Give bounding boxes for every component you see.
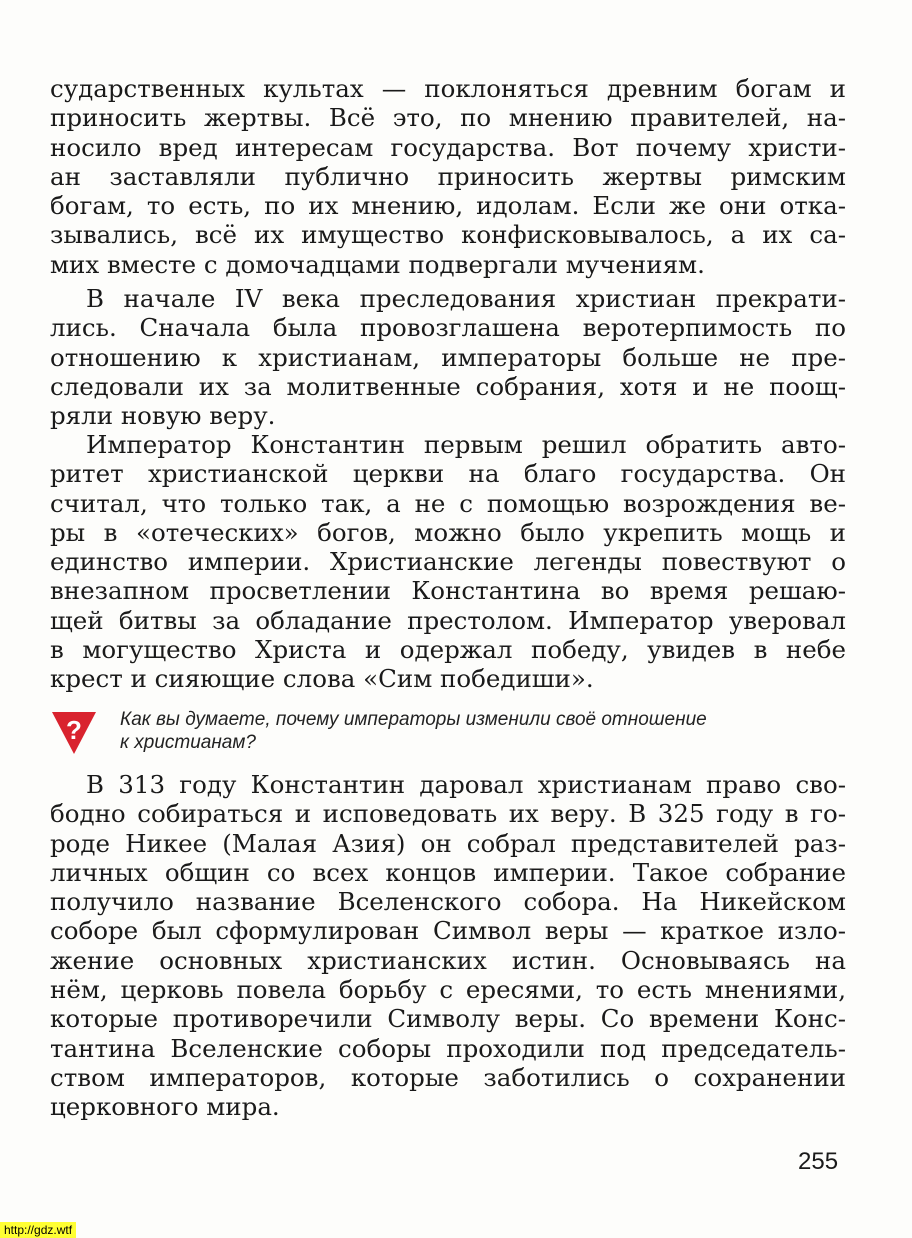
question-line: Как вы думаете, почему императоры изменили своё отношение xyxy=(120,709,707,730)
text-line: мих вместе с домочадцами подвергали мучениям. xyxy=(50,249,705,279)
text-line: ритет христианской церкви на благо государства. Он xyxy=(50,459,846,489)
text-line: бодно собираться и исповедовать их веру. В 325 году в го- xyxy=(50,799,846,829)
question-mark-icon xyxy=(50,710,98,756)
text-line: внезапном просветлении Константина во время решаю- xyxy=(50,576,846,606)
question-line: к христианам? xyxy=(120,732,256,753)
text-line: роде Никее (Малая Азия) он собрал представителей раз- xyxy=(50,828,846,858)
text-line: нём, церковь повела борьбу с ересями, то есть мнениями, xyxy=(50,975,846,1005)
text-line: ан заставляли публично приносить жертвы римским xyxy=(50,161,846,191)
text-line: ряли новую веру. xyxy=(50,401,276,431)
text-line: следовали их за молитвенные собрания, хотя и не поощ- xyxy=(50,371,846,401)
text-line: ством императоров, которые заботились о сохранении xyxy=(50,1062,846,1092)
text-line: лись. Сначала была провозглашена веротерпимость по xyxy=(50,313,846,343)
text-line: единство империи. Христианские легенды повествуют о xyxy=(50,547,846,577)
text-line: которые противоречили Символу веры. Со времени Конс- xyxy=(50,1004,846,1034)
text-line: личных общин со всех концов империи. Такое собрание xyxy=(50,857,846,887)
text-line: тантина Вселенские соборы проходили под председатель- xyxy=(50,1033,846,1063)
paragraph-end-of-persecution xyxy=(50,284,846,430)
text-line: носило вред интересам государства. Вот почему христи- xyxy=(50,132,846,162)
page-number: 255 xyxy=(798,1148,839,1175)
text-line: приносить жертвы. Всё это, по мнению правителей, на- xyxy=(50,103,846,133)
paragraph-councils xyxy=(50,770,846,1122)
paragraph-constantine xyxy=(50,430,846,694)
text-line: В начале IV века преследования христиан прекрати- xyxy=(86,284,846,313)
text-line: соборе был сформулирован Символ веры — краткое изло- xyxy=(50,916,846,946)
text-line: церковного мира. xyxy=(50,1092,280,1122)
text-line: богам, то есть, по их мнению, идолам. Если же они отка- xyxy=(50,191,846,221)
paragraph-persecution-reasons xyxy=(50,74,846,279)
question-box xyxy=(50,708,850,758)
text-line: жение основных христианских истин. Основываясь на xyxy=(50,945,846,975)
watermark-link[interactable]: http://gdz.wtf xyxy=(0,1222,76,1238)
text-line: отношению к христианам, императоры больше не пре- xyxy=(50,342,846,372)
text-line: ры в «отеческих» богов, можно было укрепить мощь и xyxy=(50,517,846,547)
question-text xyxy=(120,708,860,754)
text-line: щей битвы за обладание престолом. Император уверовал xyxy=(50,605,846,635)
text-line: В 313 году Константин даровал христианам право сво- xyxy=(86,770,846,799)
text-line: зывались, всё их имущество конфисковывалось, а их са- xyxy=(50,220,846,250)
text-line: крест и сияющие слова «Сим победиши». xyxy=(50,664,594,694)
question-mark-glyph: ? xyxy=(66,715,82,745)
text-line: получило название Вселенского собора. На Никейском xyxy=(50,887,846,917)
text-line: в могущество Христа и одержал победу, увидев в небе xyxy=(50,635,846,665)
text-line: считал, что только так, а не с помощью возрождения ве- xyxy=(50,488,846,518)
text-line: Император Константин первым решил обратить авто- xyxy=(86,430,846,459)
text-line: сударственных культах — поклоняться древним богам и xyxy=(50,74,846,103)
